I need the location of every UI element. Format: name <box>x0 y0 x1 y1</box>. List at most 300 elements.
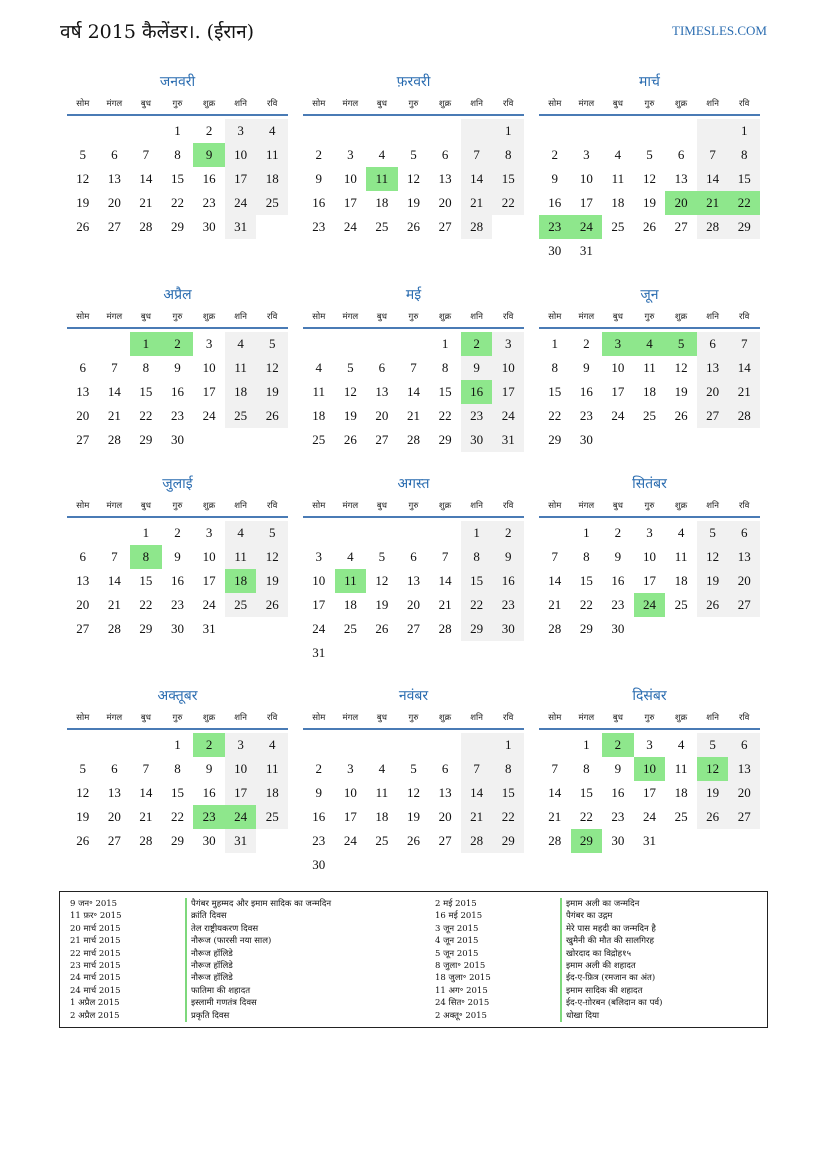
day-cell[interactable]: 30 <box>579 432 593 447</box>
day-cell[interactable]: 1 <box>461 521 493 545</box>
day-cell[interactable]: 11 <box>674 549 688 564</box>
holiday-day[interactable]: 2 <box>461 332 493 356</box>
day-cell[interactable]: 17 <box>225 781 257 805</box>
day-cell[interactable]: 15 <box>139 573 153 588</box>
day-cell[interactable]: 25 <box>343 621 357 636</box>
day-cell[interactable]: 12 <box>256 545 288 569</box>
day-cell[interactable]: 18 <box>343 597 357 612</box>
day-cell[interactable]: 24 <box>202 408 216 423</box>
day-cell[interactable]: 15 <box>579 785 593 800</box>
day-cell[interactable]: 19 <box>406 195 420 210</box>
day-cell[interactable]: 5 <box>410 147 417 162</box>
day-cell[interactable]: 31 <box>579 243 593 258</box>
day-cell[interactable]: 30 <box>170 621 184 636</box>
day-cell[interactable]: 27 <box>674 219 688 234</box>
day-cell[interactable]: 13 <box>728 757 760 781</box>
day-cell[interactable]: 16 <box>202 171 216 186</box>
day-cell[interactable]: 12 <box>674 360 688 375</box>
day-cell[interactable]: 13 <box>107 171 121 186</box>
day-cell[interactable]: 8 <box>461 545 493 569</box>
day-cell[interactable]: 3 <box>347 147 354 162</box>
day-cell[interactable]: 22 <box>461 593 493 617</box>
day-cell[interactable]: 13 <box>728 545 760 569</box>
day-cell[interactable]: 21 <box>139 195 153 210</box>
day-cell[interactable]: 10 <box>202 360 216 375</box>
day-cell[interactable]: 7 <box>551 761 559 776</box>
day-cell[interactable]: 20 <box>728 781 760 805</box>
day-cell[interactable]: 12 <box>343 384 357 399</box>
day-cell[interactable]: 16 <box>170 384 184 399</box>
day-cell[interactable]: 11 <box>643 360 656 375</box>
day-cell[interactable]: 4 <box>347 549 354 564</box>
day-cell[interactable]: 8 <box>142 360 150 375</box>
day-cell[interactable]: 26 <box>642 219 656 234</box>
day-cell[interactable]: 22 <box>139 408 153 423</box>
day-cell[interactable]: 17 <box>611 384 625 399</box>
day-cell[interactable]: 3 <box>225 119 257 143</box>
day-cell[interactable]: 25 <box>375 833 389 848</box>
day-cell[interactable]: 14 <box>461 781 493 805</box>
day-cell[interactable]: 18 <box>256 167 288 191</box>
day-cell[interactable]: 31 <box>202 621 216 636</box>
day-cell[interactable]: 22 <box>492 805 524 829</box>
day-cell[interactable]: 16 <box>492 569 524 593</box>
day-cell[interactable]: 6 <box>378 360 386 375</box>
day-cell[interactable]: 26 <box>697 805 729 829</box>
day-cell[interactable]: 17 <box>642 785 656 800</box>
holiday-day[interactable]: 11 <box>335 569 367 593</box>
day-cell[interactable]: 20 <box>76 597 90 612</box>
day-cell[interactable]: 8 <box>583 761 590 776</box>
day-cell[interactable]: 1 <box>441 336 449 351</box>
day-cell[interactable]: 3 <box>583 147 590 162</box>
day-cell[interactable]: 11 <box>256 143 288 167</box>
day-cell[interactable]: 10 <box>611 360 625 375</box>
day-cell[interactable]: 6 <box>79 549 87 564</box>
holiday-day[interactable]: 2 <box>602 733 634 757</box>
day-cell[interactable]: 16 <box>202 785 216 800</box>
day-cell[interactable]: 20 <box>406 597 420 612</box>
day-cell[interactable]: 3 <box>492 332 524 356</box>
day-cell[interactable]: 23 <box>202 195 216 210</box>
day-cell[interactable]: 24 <box>312 621 326 636</box>
day-cell[interactable]: 9 <box>492 545 524 569</box>
day-cell[interactable]: 10 <box>343 171 357 186</box>
holiday-day[interactable]: 2 <box>193 733 225 757</box>
day-cell[interactable]: 25 <box>642 408 656 423</box>
day-cell[interactable]: 27 <box>107 833 121 848</box>
day-cell[interactable]: 27 <box>375 432 389 447</box>
day-cell[interactable]: 29 <box>728 215 760 239</box>
day-cell[interactable]: 13 <box>406 573 420 588</box>
day-cell[interactable]: 1 <box>492 733 524 757</box>
day-cell[interactable]: 9 <box>551 171 559 186</box>
holiday-day[interactable]: 3 <box>602 332 634 356</box>
day-cell[interactable]: 7 <box>441 549 449 564</box>
day-cell[interactable]: 5 <box>410 761 417 776</box>
day-cell[interactable]: 24 <box>642 809 656 824</box>
day-cell[interactable]: 19 <box>76 809 90 824</box>
day-cell[interactable]: 13 <box>76 573 90 588</box>
day-cell[interactable]: 21 <box>107 408 121 423</box>
day-cell[interactable]: 25 <box>674 809 688 824</box>
day-cell[interactable]: 14 <box>461 167 493 191</box>
day-cell[interactable]: 23 <box>170 597 184 612</box>
day-cell[interactable]: 14 <box>139 785 153 800</box>
day-cell[interactable]: 1 <box>492 119 524 143</box>
day-cell[interactable]: 15 <box>492 781 524 805</box>
day-cell[interactable]: 4 <box>378 761 386 776</box>
day-cell[interactable]: 4 <box>315 360 323 375</box>
holiday-day[interactable]: 23 <box>539 215 571 239</box>
day-cell[interactable]: 7 <box>111 549 118 564</box>
day-cell[interactable]: 27 <box>697 404 729 428</box>
day-cell[interactable]: 29 <box>579 621 593 636</box>
day-cell[interactable]: 12 <box>375 573 389 588</box>
day-cell[interactable]: 13 <box>438 171 452 186</box>
day-cell[interactable]: 25 <box>225 593 257 617</box>
day-cell[interactable]: 17 <box>202 573 216 588</box>
day-cell[interactable]: 14 <box>548 573 562 588</box>
day-cell[interactable]: 11 <box>375 785 389 800</box>
holiday-day[interactable]: 11 <box>366 167 398 191</box>
day-cell[interactable]: 10 <box>312 573 326 588</box>
day-cell[interactable]: 28 <box>461 215 493 239</box>
day-cell[interactable]: 7 <box>461 757 493 781</box>
day-cell[interactable]: 14 <box>107 384 121 399</box>
day-cell[interactable]: 25 <box>312 432 326 447</box>
day-cell[interactable]: 16 <box>312 809 326 824</box>
day-cell[interactable]: 8 <box>441 360 449 375</box>
day-cell[interactable]: 26 <box>76 833 90 848</box>
day-cell[interactable]: 8 <box>492 757 524 781</box>
day-cell[interactable]: 17 <box>312 597 326 612</box>
day-cell[interactable]: 8 <box>174 147 181 162</box>
holiday-day[interactable]: 23 <box>193 805 225 829</box>
day-cell[interactable]: 26 <box>256 593 288 617</box>
day-cell[interactable]: 2 <box>174 525 181 540</box>
day-cell[interactable]: 19 <box>674 384 688 399</box>
day-cell[interactable]: 8 <box>728 143 760 167</box>
day-cell[interactable]: 1 <box>583 525 590 540</box>
day-cell[interactable]: 6 <box>111 147 118 162</box>
day-cell[interactable]: 25 <box>611 219 625 234</box>
day-cell[interactable]: 21 <box>461 805 493 829</box>
day-cell[interactable]: 16 <box>611 785 625 800</box>
day-cell[interactable]: 16 <box>579 384 593 399</box>
day-cell[interactable]: 6 <box>697 332 729 356</box>
day-cell[interactable]: 12 <box>76 785 90 800</box>
day-cell[interactable]: 26 <box>674 408 688 423</box>
day-cell[interactable]: 10 <box>579 171 593 186</box>
day-cell[interactable]: 10 <box>225 757 257 781</box>
day-cell[interactable]: 19 <box>256 569 288 593</box>
day-cell[interactable]: 20 <box>438 195 452 210</box>
day-cell[interactable]: 1 <box>142 525 150 540</box>
holiday-day[interactable]: 9 <box>193 143 225 167</box>
day-cell[interactable]: 20 <box>107 195 121 210</box>
holiday-day[interactable]: 21 <box>697 191 729 215</box>
day-cell[interactable]: 14 <box>697 167 729 191</box>
day-cell[interactable]: 22 <box>170 809 184 824</box>
day-cell[interactable]: 15 <box>139 384 153 399</box>
day-cell[interactable]: 9 <box>315 171 323 186</box>
holiday-day[interactable]: 16 <box>461 380 493 404</box>
day-cell[interactable]: 10 <box>225 143 257 167</box>
day-cell[interactable]: 21 <box>139 809 153 824</box>
day-cell[interactable]: 5 <box>378 549 386 564</box>
day-cell[interactable]: 7 <box>410 360 417 375</box>
day-cell[interactable]: 3 <box>347 761 354 776</box>
holiday-day[interactable]: 12 <box>697 757 729 781</box>
day-cell[interactable]: 4 <box>225 332 257 356</box>
day-cell[interactable]: 31 <box>642 833 656 848</box>
day-cell[interactable]: 2 <box>551 147 559 162</box>
day-cell[interactable]: 8 <box>551 360 559 375</box>
day-cell[interactable]: 15 <box>728 167 760 191</box>
day-cell[interactable]: 28 <box>548 621 562 636</box>
day-cell[interactable]: 9 <box>614 761 622 776</box>
day-cell[interactable]: 4 <box>614 147 622 162</box>
day-cell[interactable]: 11 <box>312 384 326 399</box>
day-cell[interactable]: 30 <box>492 617 524 641</box>
day-cell[interactable]: 14 <box>107 573 121 588</box>
day-cell[interactable]: 2 <box>315 147 323 162</box>
day-cell[interactable]: 15 <box>492 167 524 191</box>
day-cell[interactable]: 17 <box>343 809 357 824</box>
day-cell[interactable]: 7 <box>111 360 118 375</box>
day-cell[interactable]: 23 <box>492 593 524 617</box>
day-cell[interactable]: 27 <box>728 805 760 829</box>
day-cell[interactable]: 23 <box>611 809 625 824</box>
day-cell[interactable]: 12 <box>76 171 90 186</box>
day-cell[interactable]: 18 <box>256 781 288 805</box>
day-cell[interactable]: 6 <box>410 549 417 564</box>
day-cell[interactable]: 5 <box>646 147 653 162</box>
day-cell[interactable]: 28 <box>461 829 493 853</box>
day-cell[interactable]: 22 <box>579 597 593 612</box>
day-cell[interactable]: 1 <box>174 123 181 138</box>
day-cell[interactable]: 18 <box>674 573 688 588</box>
day-cell[interactable]: 30 <box>170 432 184 447</box>
day-cell[interactable]: 25 <box>375 219 389 234</box>
day-cell[interactable]: 28 <box>728 404 760 428</box>
day-cell[interactable]: 29 <box>139 621 153 636</box>
day-cell[interactable]: 15 <box>438 384 452 399</box>
day-cell[interactable]: 19 <box>697 569 729 593</box>
day-cell[interactable]: 6 <box>728 733 760 757</box>
day-cell[interactable]: 9 <box>614 549 622 564</box>
day-cell[interactable]: 10 <box>343 785 357 800</box>
day-cell[interactable]: 5 <box>79 147 87 162</box>
day-cell[interactable]: 3 <box>225 733 257 757</box>
holiday-day[interactable]: 8 <box>130 545 162 569</box>
day-cell[interactable]: 27 <box>438 833 452 848</box>
day-cell[interactable]: 14 <box>548 785 562 800</box>
day-cell[interactable]: 24 <box>343 833 357 848</box>
day-cell[interactable]: 17 <box>579 195 593 210</box>
day-cell[interactable]: 10 <box>642 549 656 564</box>
day-cell[interactable]: 21 <box>461 191 493 215</box>
day-cell[interactable]: 24 <box>225 191 257 215</box>
day-cell[interactable]: 21 <box>107 597 121 612</box>
day-cell[interactable]: 29 <box>492 829 524 853</box>
day-cell[interactable]: 18 <box>674 785 688 800</box>
day-cell[interactable]: 8 <box>583 549 590 564</box>
day-cell[interactable]: 15 <box>170 785 184 800</box>
day-cell[interactable]: 29 <box>548 432 562 447</box>
day-cell[interactable]: 11 <box>674 761 688 776</box>
day-cell[interactable]: 27 <box>406 621 420 636</box>
day-cell[interactable]: 17 <box>642 573 656 588</box>
day-cell[interactable]: 20 <box>107 809 121 824</box>
day-cell[interactable]: 13 <box>438 785 452 800</box>
day-cell[interactable]: 15 <box>548 384 562 399</box>
day-cell[interactable]: 26 <box>76 219 90 234</box>
day-cell[interactable]: 31 <box>312 645 326 660</box>
day-cell[interactable]: 18 <box>375 809 389 824</box>
day-cell[interactable]: 8 <box>492 143 524 167</box>
day-cell[interactable]: 28 <box>697 215 729 239</box>
day-cell[interactable]: 7 <box>461 143 493 167</box>
day-cell[interactable]: 15 <box>461 569 493 593</box>
day-cell[interactable]: 21 <box>548 809 562 824</box>
day-cell[interactable]: 20 <box>728 569 760 593</box>
day-cell[interactable]: 11 <box>256 757 288 781</box>
day-cell[interactable]: 5 <box>256 521 288 545</box>
day-cell[interactable]: 24 <box>202 597 216 612</box>
site-name[interactable]: TIMESLES.COM <box>672 23 767 38</box>
day-cell[interactable]: 1 <box>583 737 590 752</box>
day-cell[interactable]: 28 <box>139 219 153 234</box>
day-cell[interactable]: 24 <box>611 408 625 423</box>
day-cell[interactable]: 13 <box>697 356 729 380</box>
day-cell[interactable]: 11 <box>611 171 625 186</box>
day-cell[interactable]: 9 <box>205 761 213 776</box>
day-cell[interactable]: 21 <box>438 597 452 612</box>
day-cell[interactable]: 17 <box>492 380 524 404</box>
day-cell[interactable]: 30 <box>312 857 326 872</box>
day-cell[interactable]: 9 <box>174 549 181 564</box>
day-cell[interactable]: 14 <box>406 384 420 399</box>
day-cell[interactable]: 29 <box>139 432 153 447</box>
holiday-day[interactable]: 10 <box>634 757 666 781</box>
day-cell[interactable]: 23 <box>312 833 326 848</box>
day-cell[interactable]: 24 <box>343 219 357 234</box>
day-cell[interactable]: 3 <box>205 336 213 351</box>
day-cell[interactable]: 7 <box>142 147 150 162</box>
day-cell[interactable]: 6 <box>79 360 87 375</box>
day-cell[interactable]: 13 <box>76 384 90 399</box>
day-cell[interactable]: 4 <box>378 147 386 162</box>
day-cell[interactable]: 27 <box>728 593 760 617</box>
day-cell[interactable]: 22 <box>170 195 184 210</box>
day-cell[interactable]: 12 <box>406 785 420 800</box>
day-cell[interactable]: 6 <box>728 521 760 545</box>
day-cell[interactable]: 27 <box>76 432 90 447</box>
day-cell[interactable]: 8 <box>174 761 181 776</box>
day-cell[interactable]: 5 <box>697 733 729 757</box>
day-cell[interactable]: 1 <box>551 336 559 351</box>
day-cell[interactable]: 23 <box>312 219 326 234</box>
day-cell[interactable]: 6 <box>677 147 685 162</box>
day-cell[interactable]: 19 <box>343 408 357 423</box>
day-cell[interactable]: 22 <box>579 809 593 824</box>
day-cell[interactable]: 30 <box>611 621 625 636</box>
day-cell[interactable]: 9 <box>174 360 181 375</box>
day-cell[interactable]: 30 <box>611 833 625 848</box>
day-cell[interactable]: 13 <box>107 785 121 800</box>
day-cell[interactable]: 23 <box>461 404 493 428</box>
day-cell[interactable]: 2 <box>315 761 323 776</box>
day-cell[interactable]: 28 <box>438 621 452 636</box>
day-cell[interactable]: 21 <box>406 408 420 423</box>
day-cell[interactable]: 14 <box>728 356 760 380</box>
day-cell[interactable]: 10 <box>202 549 216 564</box>
holiday-day[interactable]: 20 <box>665 191 697 215</box>
day-cell[interactable]: 6 <box>441 761 449 776</box>
day-cell[interactable]: 16 <box>170 573 184 588</box>
day-cell[interactable]: 23 <box>579 408 593 423</box>
day-cell[interactable]: 11 <box>225 545 257 569</box>
day-cell[interactable]: 10 <box>492 356 524 380</box>
day-cell[interactable]: 12 <box>642 171 656 186</box>
day-cell[interactable]: 5 <box>347 360 354 375</box>
day-cell[interactable]: 3 <box>646 737 653 752</box>
day-cell[interactable]: 5 <box>697 521 729 545</box>
holiday-day[interactable]: 5 <box>665 332 697 356</box>
day-cell[interactable]: 28 <box>139 833 153 848</box>
day-cell[interactable]: 20 <box>76 408 90 423</box>
day-cell[interactable]: 18 <box>611 195 625 210</box>
day-cell[interactable]: 27 <box>438 219 452 234</box>
day-cell[interactable]: 31 <box>492 428 524 452</box>
day-cell[interactable]: 22 <box>438 408 452 423</box>
day-cell[interactable]: 14 <box>139 171 153 186</box>
day-cell[interactable]: 28 <box>548 833 562 848</box>
day-cell[interactable]: 23 <box>170 408 184 423</box>
day-cell[interactable]: 3 <box>205 525 213 540</box>
day-cell[interactable]: 25 <box>674 597 688 612</box>
day-cell[interactable]: 2 <box>583 336 590 351</box>
holiday-day[interactable]: 29 <box>571 829 603 853</box>
day-cell[interactable]: 2 <box>614 525 622 540</box>
day-cell[interactable]: 22 <box>548 408 562 423</box>
day-cell[interactable]: 7 <box>551 549 559 564</box>
day-cell[interactable]: 22 <box>139 597 153 612</box>
day-cell[interactable]: 17 <box>225 167 257 191</box>
holiday-day[interactable]: 22 <box>728 191 760 215</box>
day-cell[interactable]: 25 <box>256 191 288 215</box>
day-cell[interactable]: 3 <box>646 525 653 540</box>
day-cell[interactable]: 26 <box>697 593 729 617</box>
day-cell[interactable]: 20 <box>375 408 389 423</box>
day-cell[interactable]: 6 <box>441 147 449 162</box>
day-cell[interactable]: 20 <box>438 809 452 824</box>
day-cell[interactable]: 18 <box>642 384 656 399</box>
day-cell[interactable]: 26 <box>343 432 357 447</box>
day-cell[interactable]: 7 <box>142 761 150 776</box>
day-cell[interactable]: 29 <box>170 833 184 848</box>
holiday-day[interactable]: 18 <box>225 569 257 593</box>
day-cell[interactable]: 1 <box>174 737 181 752</box>
day-cell[interactable]: 11 <box>225 356 257 380</box>
day-cell[interactable]: 4 <box>256 733 288 757</box>
day-cell[interactable]: 22 <box>492 191 524 215</box>
day-cell[interactable]: 29 <box>170 219 184 234</box>
day-cell[interactable]: 31 <box>225 215 257 239</box>
day-cell[interactable]: 4 <box>677 525 685 540</box>
